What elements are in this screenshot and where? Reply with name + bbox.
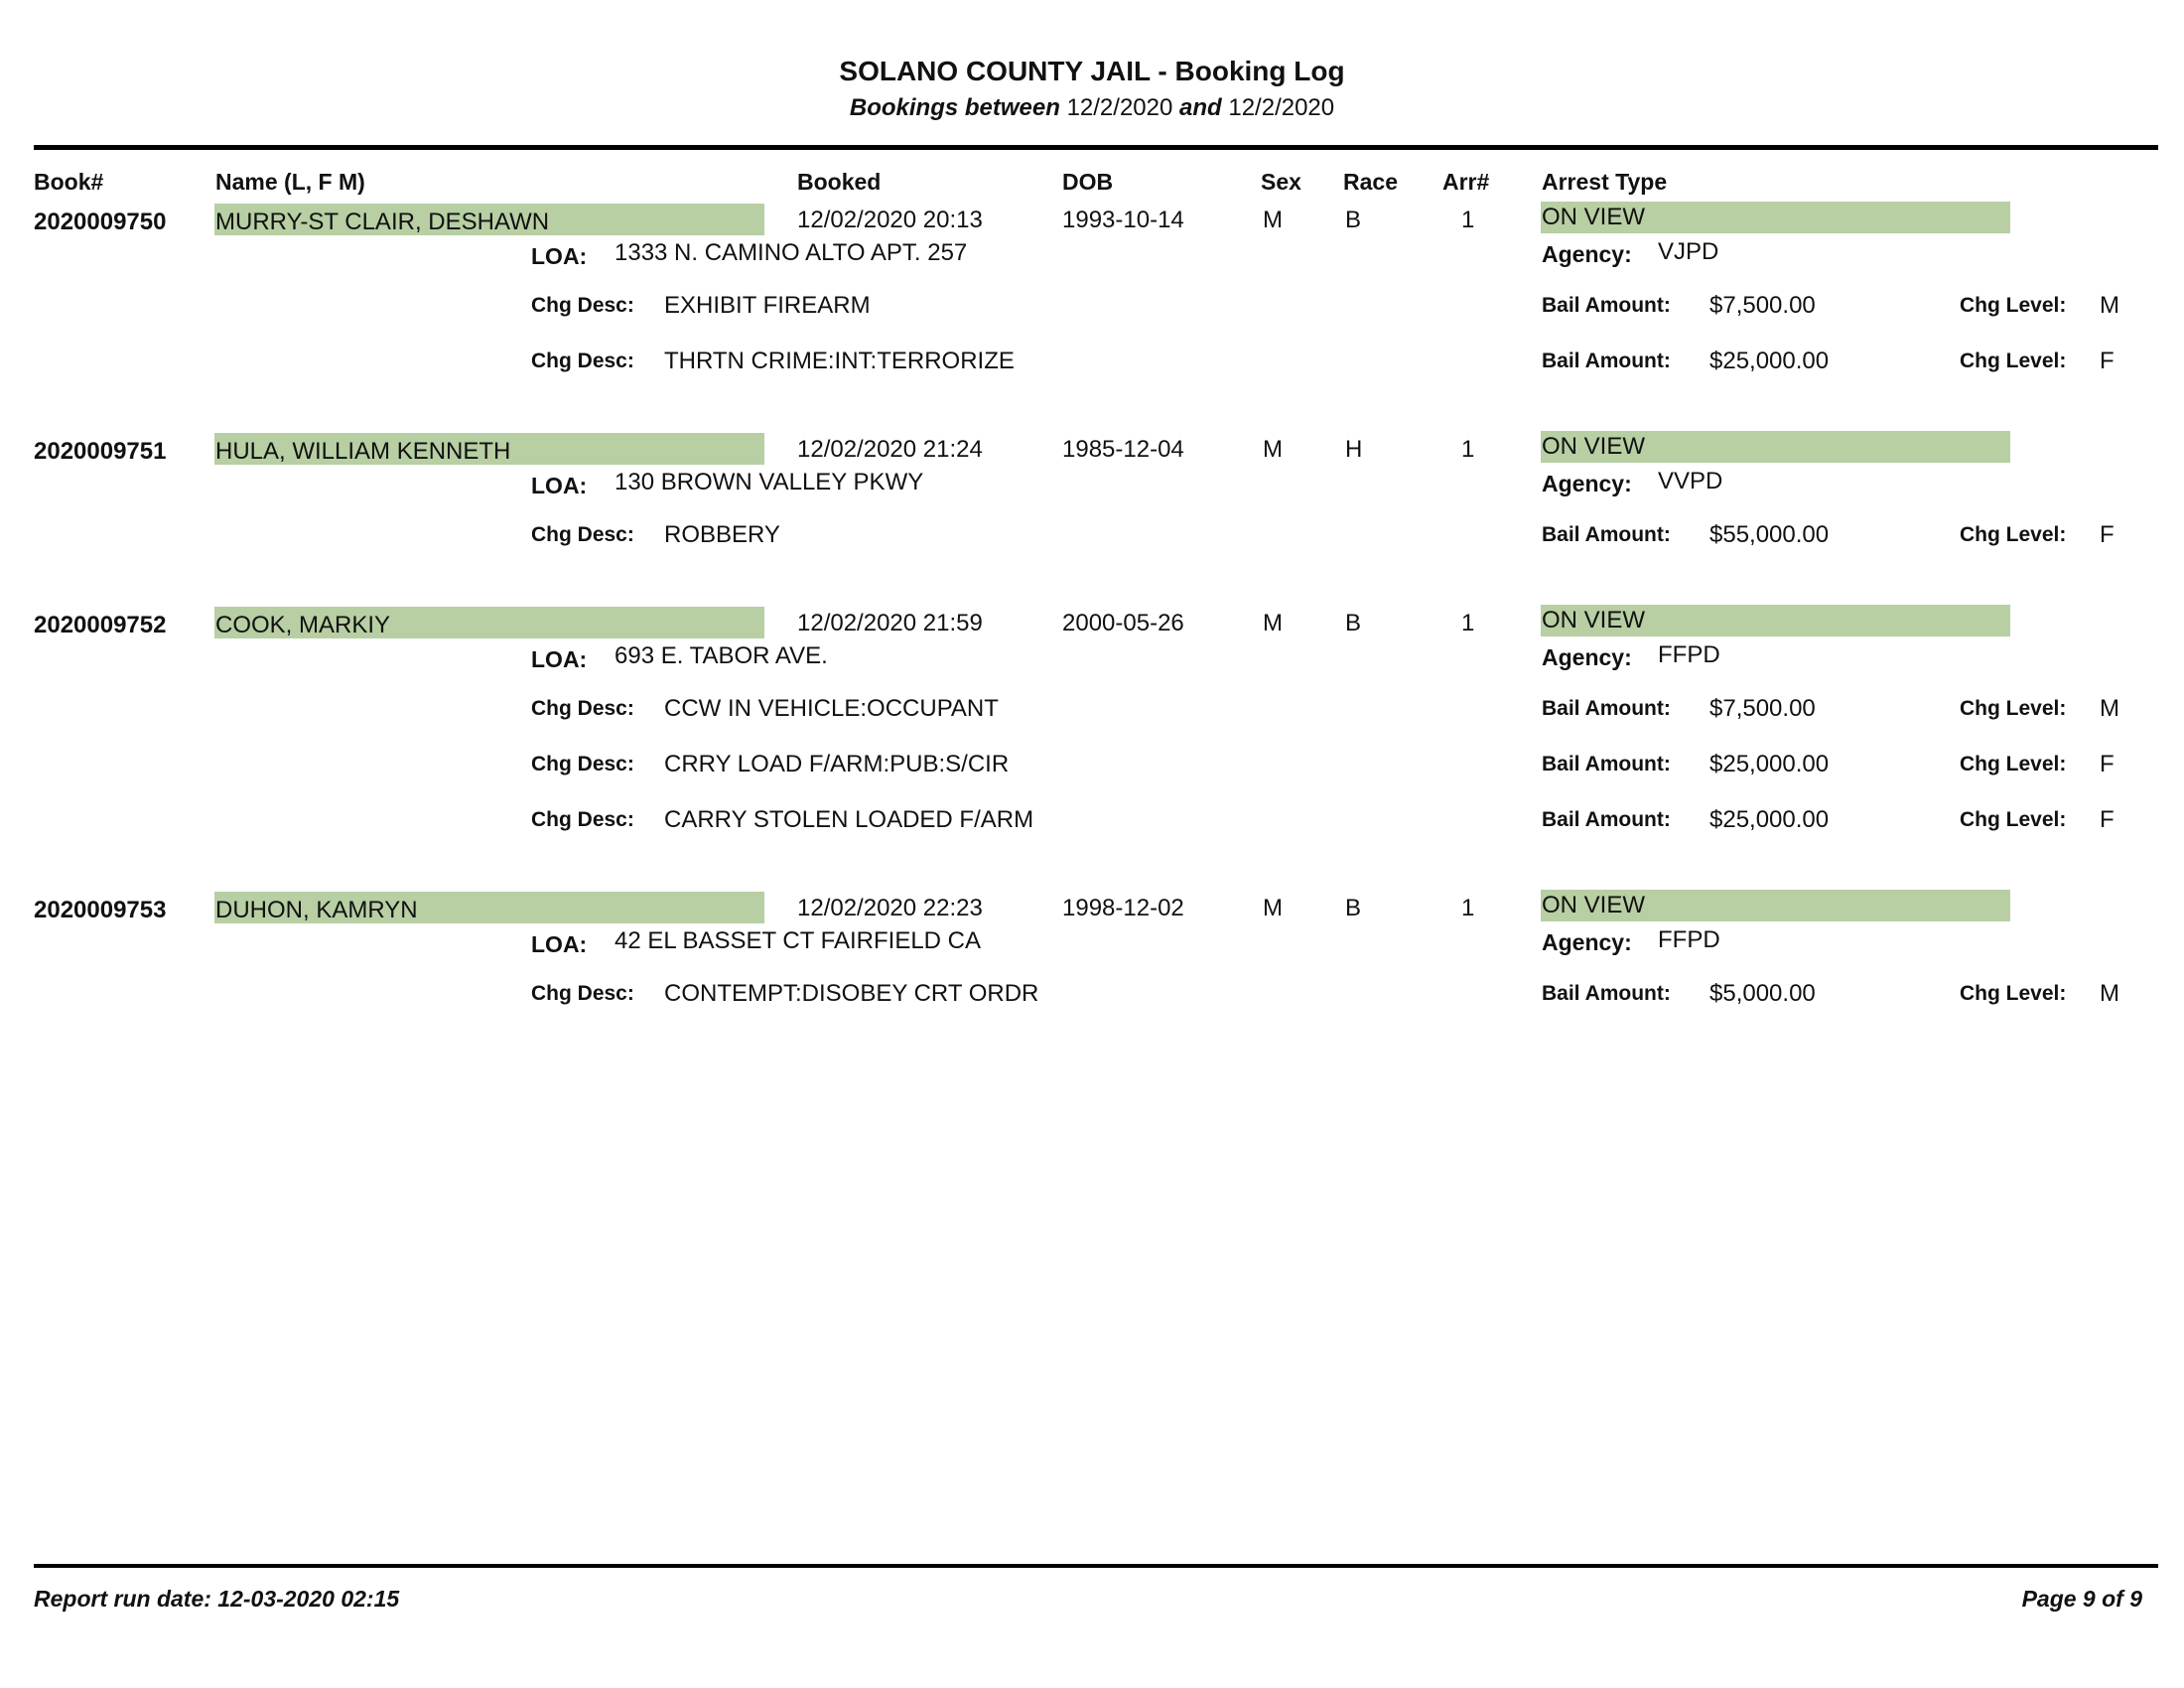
bail-amount-label: Bail Amount: [1542, 982, 1671, 1005]
agency-label: Agency: [1542, 241, 1632, 267]
booked-datetime: 12/02/2020 22:23 [797, 895, 983, 921]
loa-label: LOA: [531, 243, 588, 269]
arrest-number: 1 [1461, 895, 1475, 921]
col-header-sex: Sex [1261, 169, 1301, 195]
loa-label: LOA: [531, 931, 588, 957]
chg-level-label: Chg Level: [1960, 753, 2067, 775]
book-number: 2020009752 [34, 612, 167, 638]
bail-amount-label: Bail Amount: [1542, 808, 1671, 831]
book-number: 2020009753 [34, 897, 167, 923]
chg-level-label: Chg Level: [1960, 982, 2067, 1005]
charge-description: THRTN CRIME:INT:TERRORIZE [664, 348, 1015, 374]
arrest-number: 1 [1461, 207, 1475, 233]
date-of-birth: 1993-10-14 [1062, 207, 1184, 233]
race: B [1345, 207, 1362, 233]
subtitle-and: and [1179, 94, 1222, 121]
col-header-name: Name (L, F M) [215, 169, 365, 195]
chg-desc-label: Chg Desc: [531, 523, 634, 546]
charge-level: F [2100, 806, 2115, 833]
charge-level: M [2100, 292, 2119, 319]
col-header-book: Book# [34, 169, 104, 195]
arrest-type: ON VIEW [1542, 607, 1646, 633]
loa-label: LOA: [531, 473, 588, 498]
arrest-type: ON VIEW [1542, 204, 1646, 230]
charge-level: M [2100, 695, 2119, 722]
booked-datetime: 12/02/2020 20:13 [797, 207, 983, 233]
col-header-race: Race [1343, 169, 1398, 195]
chg-level-label: Chg Level: [1960, 294, 2067, 317]
loa-address: 1333 N. CAMINO ALTO APT. 257 [614, 239, 968, 266]
arrest-type: ON VIEW [1542, 892, 1646, 918]
charge-level: F [2100, 348, 2115, 374]
col-header-dob: DOB [1062, 169, 1114, 195]
book-number: 2020009751 [34, 438, 167, 465]
bail-amount: $7,500.00 [1709, 292, 1816, 319]
chg-desc-label: Chg Desc: [531, 753, 634, 775]
report-subtitle [0, 94, 2184, 122]
bail-amount: $5,000.00 [1709, 980, 1816, 1007]
page-number: Page 9 of 9 [2021, 1586, 2142, 1612]
book-number: 2020009750 [34, 209, 167, 235]
chg-desc-label: Chg Desc: [531, 808, 634, 831]
header-rule [34, 145, 2158, 150]
chg-level-label: Chg Level: [1960, 523, 2067, 546]
col-header-arr: Arr# [1442, 169, 1490, 195]
bail-amount-label: Bail Amount: [1542, 294, 1671, 317]
sex: M [1263, 207, 1283, 233]
date-of-birth: 1998-12-02 [1062, 895, 1184, 921]
chg-desc-label: Chg Desc: [531, 294, 634, 317]
booked-datetime: 12/02/2020 21:24 [797, 436, 983, 463]
race: H [1345, 436, 1363, 463]
date-from: 12/2/2020 [1066, 94, 1173, 121]
chg-level-label: Chg Level: [1960, 350, 2067, 372]
inmate-name: MURRY-ST CLAIR, DESHAWN [215, 209, 550, 235]
footer-rule [34, 1564, 2158, 1568]
agency-label: Agency: [1542, 471, 1632, 496]
bail-amount-label: Bail Amount: [1542, 753, 1671, 775]
chg-desc-label: Chg Desc: [531, 982, 634, 1005]
sex: M [1263, 610, 1283, 636]
chg-desc-label: Chg Desc: [531, 697, 634, 720]
agency-label: Agency: [1542, 644, 1632, 670]
bail-amount-label: Bail Amount: [1542, 350, 1671, 372]
sex: M [1263, 436, 1283, 463]
charge-level: M [2100, 980, 2119, 1007]
loa-label: LOA: [531, 646, 588, 672]
bail-amount: $25,000.00 [1709, 806, 1830, 833]
sex: M [1263, 895, 1283, 921]
date-of-birth: 1985-12-04 [1062, 436, 1184, 463]
arrest-type: ON VIEW [1542, 433, 1646, 460]
chg-desc-label: Chg Desc: [531, 350, 634, 372]
arrest-number: 1 [1461, 436, 1475, 463]
loa-address: 42 EL BASSET CT FAIRFIELD CA [614, 927, 982, 954]
charge-description: CONTEMPT:DISOBEY CRT ORDR [664, 980, 1039, 1007]
inmate-name: COOK, MARKIY [215, 612, 391, 638]
race: B [1345, 610, 1362, 636]
charge-description: CCW IN VEHICLE:OCCUPANT [664, 695, 999, 722]
agency-label: Agency: [1542, 929, 1632, 955]
col-header-booked: Booked [797, 169, 882, 195]
subtitle-prefix: Bookings between [849, 94, 1060, 121]
agency: FFPD [1658, 641, 1720, 668]
arrest-number: 1 [1461, 610, 1475, 636]
chg-level-label: Chg Level: [1960, 697, 2067, 720]
bail-amount-label: Bail Amount: [1542, 697, 1671, 720]
date-of-birth: 2000-05-26 [1062, 610, 1184, 636]
date-to: 12/2/2020 [1228, 94, 1335, 121]
bail-amount-label: Bail Amount: [1542, 523, 1671, 546]
charge-description: ROBBERY [664, 521, 780, 548]
bail-amount: $7,500.00 [1709, 695, 1816, 722]
agency: FFPD [1658, 926, 1720, 953]
race: B [1345, 895, 1362, 921]
agency: VVPD [1658, 468, 1723, 494]
charge-description: EXHIBIT FIREARM [664, 292, 871, 319]
inmate-name: DUHON, KAMRYN [215, 897, 418, 923]
bail-amount: $25,000.00 [1709, 751, 1830, 777]
inmate-name: HULA, WILLIAM KENNETH [215, 438, 511, 465]
bail-amount: $55,000.00 [1709, 521, 1830, 548]
loa-address: 130 BROWN VALLEY PKWY [614, 469, 924, 495]
charge-level: F [2100, 751, 2115, 777]
col-header-arrest-type: Arrest Type [1542, 169, 1668, 195]
chg-level-label: Chg Level: [1960, 808, 2067, 831]
booked-datetime: 12/02/2020 21:59 [797, 610, 983, 636]
charge-description: CRRY LOAD F/ARM:PUB:S/CIR [664, 751, 1010, 777]
loa-address: 693 E. TABOR AVE. [614, 642, 828, 669]
report-title: SOLANO COUNTY JAIL - Booking Log [839, 56, 1345, 86]
charge-description: CARRY STOLEN LOADED F/ARM [664, 806, 1034, 833]
charge-level: F [2100, 521, 2115, 548]
bail-amount: $25,000.00 [1709, 348, 1830, 374]
agency: VJPD [1658, 238, 1719, 265]
report-run-date: Report run date: 12-03-2020 02:15 [34, 1586, 400, 1612]
